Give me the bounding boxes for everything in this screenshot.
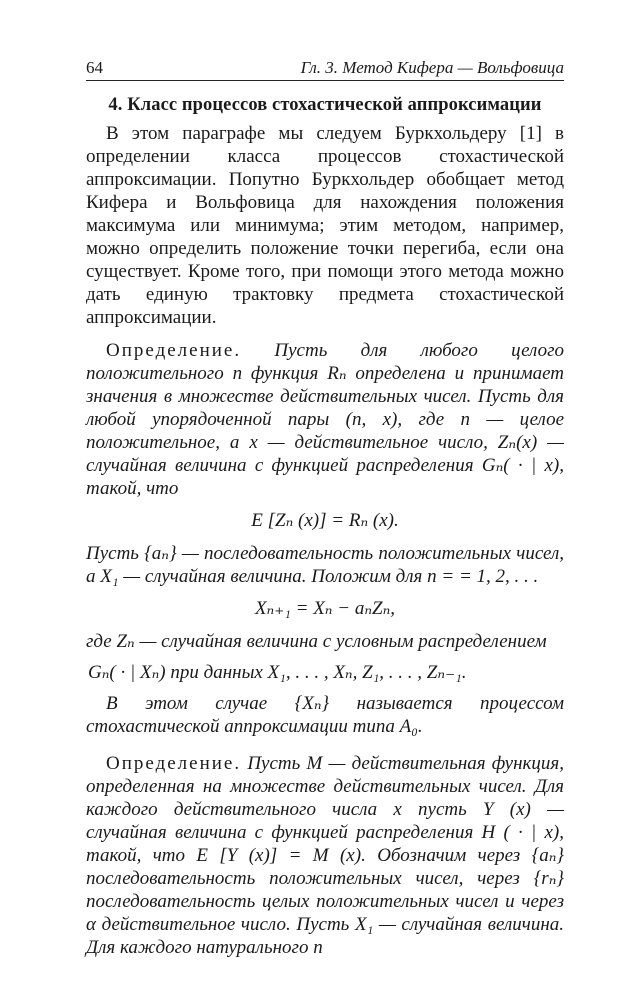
- definition-2-text: Пусть M — действительная функция, определенная на множестве действительных чисел. Для каждого действительного числа x пусть Y (x) — случайная величина с функцией распределения H ( · | x), такой, что E [Y (x)] = M (x). Обозначим через {aₙ} последовательность положительных чисел, через {rₙ} последовательность целых положительных чисел и через α действительное число. Пусть X₁ — случайная величина. Для каждого натурального n: [86, 753, 564, 958]
- section-title: 4. Класс процессов стохастической аппроксимации: [108, 95, 542, 115]
- page-number: 64: [86, 58, 103, 77]
- conditional-paragraph: где Zₙ — случайная величина с условным распределением: [86, 631, 547, 652]
- conclusion-paragraph: В этом случае {Xₙ} называется процессом стохастической аппроксимации типа A₀.: [86, 693, 564, 737]
- running-title: Гл. 3. Метод Кифера — Вольфовица: [300, 58, 564, 77]
- definition-1-text: Пусть для любого целого положительного n функция Rₙ определена и принимает значения в множестве действительных чисел. Пусть для любой упорядоченной пары (n, x), где n — целое положительное, а x — действительное число, Zₙ(x) — случайная величина с функцией распределения Gₙ( · | x), такой, что: [86, 340, 564, 499]
- definition-2-label: Определение.: [106, 753, 242, 774]
- definition-2: [86, 752, 564, 959]
- formula-recursion: Xₙ₊₁ = Xₙ − aₙZₙ,: [254, 598, 396, 619]
- definition-1: [86, 339, 564, 500]
- definition-1-label: Определение.: [106, 340, 242, 361]
- formula-expectation: E [Zₙ (x)] = Rₙ (x).: [251, 510, 399, 531]
- book-page: [86, 54, 564, 959]
- sequence-paragraph: Пусть {aₙ} — последовательность положительных чисел, а X₁ — случайная величина. Положим для n = = 1, 2, . . .: [86, 543, 564, 587]
- formula-conditional: Gₙ( · | Xₙ) при данных X₁, . . . , Xₙ, Z₁, . . . , Zₙ₋₁.: [88, 662, 467, 683]
- page-header: [86, 54, 564, 81]
- intro-paragraph: В этом параграфе мы следуем Буркхольдеру [1] в определении класса процессов стохастической аппроксимации. Попутно Буркхольдер обобщает метод Кифера и Вольфовица для нахождения положения максимума или минимума; этим методом, например, можно определить положение точки перегиба, если она существует. Кроме того, при помощи этого метода можно дать единую трактовку предмета стохастической аппроксимации.: [86, 123, 564, 328]
